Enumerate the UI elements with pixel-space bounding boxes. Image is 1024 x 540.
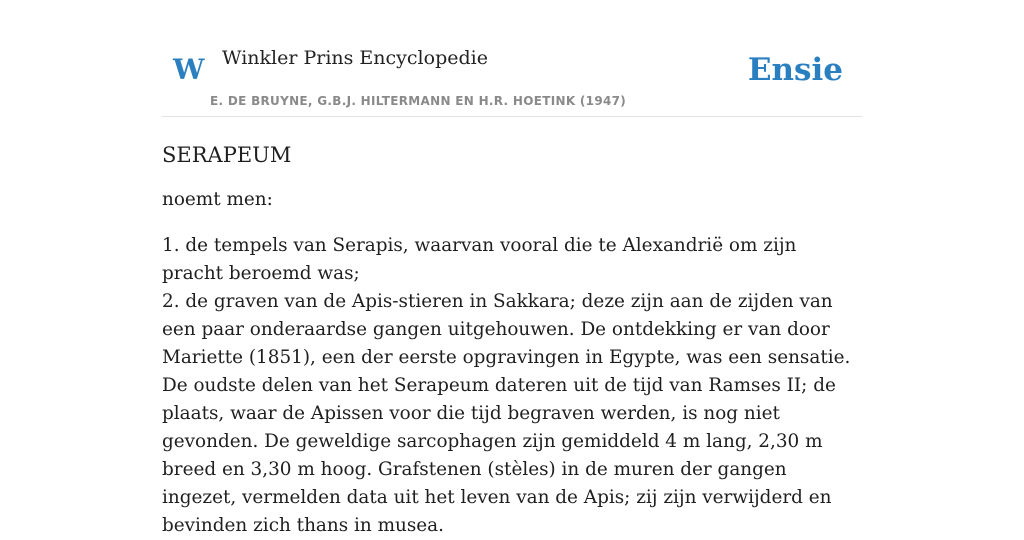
definition-item-1: 1. de tempels van Serapis, waarvan vooral die te Alexandrië om zijn pracht beroemd was; — [162, 235, 797, 284]
site-header — [162, 0, 862, 117]
encyclopedia-title-link[interactable]: Winkler Prins Encyclopedie — [222, 47, 488, 69]
encyclopedia-authors: E. DE BRUYNE, G.B.J. HILTERMANN EN H.R. HOETINK (1947) — [210, 94, 627, 108]
article-definition-list — [162, 232, 862, 540]
winkler-prins-logo[interactable]: W — [173, 53, 205, 86]
article-title: SERAPEUM — [162, 143, 292, 167]
ensie-logo-link[interactable]: Ensie — [747, 52, 843, 88]
article-intro: noemt men: — [162, 189, 273, 210]
definition-item-2: 2. de graven van de Apis-stieren in Sakkara; deze zijn aan de zijden van een paar onderaardse gangen uitgehouwen. De ontdekking er van door Mariette (1851), een der eerste opgravingen in Egypte, was een sensatie. De oudste delen van het Serapeum dateren uit de tijd van Ramses II; de plaats, waar de Apissen voor die tijd begraven werden, is nog niet gevonden. De geweldige sarcophagen zijn gemiddeld 4 m lang, 2,30 m breed en 3,30 m hoog. Grafstenen (stèles) in de muren der gangen ingezet, vermelden data uit het leven van de Apis; zij zijn verwijderd en bevinden zich thans in musea. — [162, 291, 851, 536]
article — [162, 136, 862, 540]
